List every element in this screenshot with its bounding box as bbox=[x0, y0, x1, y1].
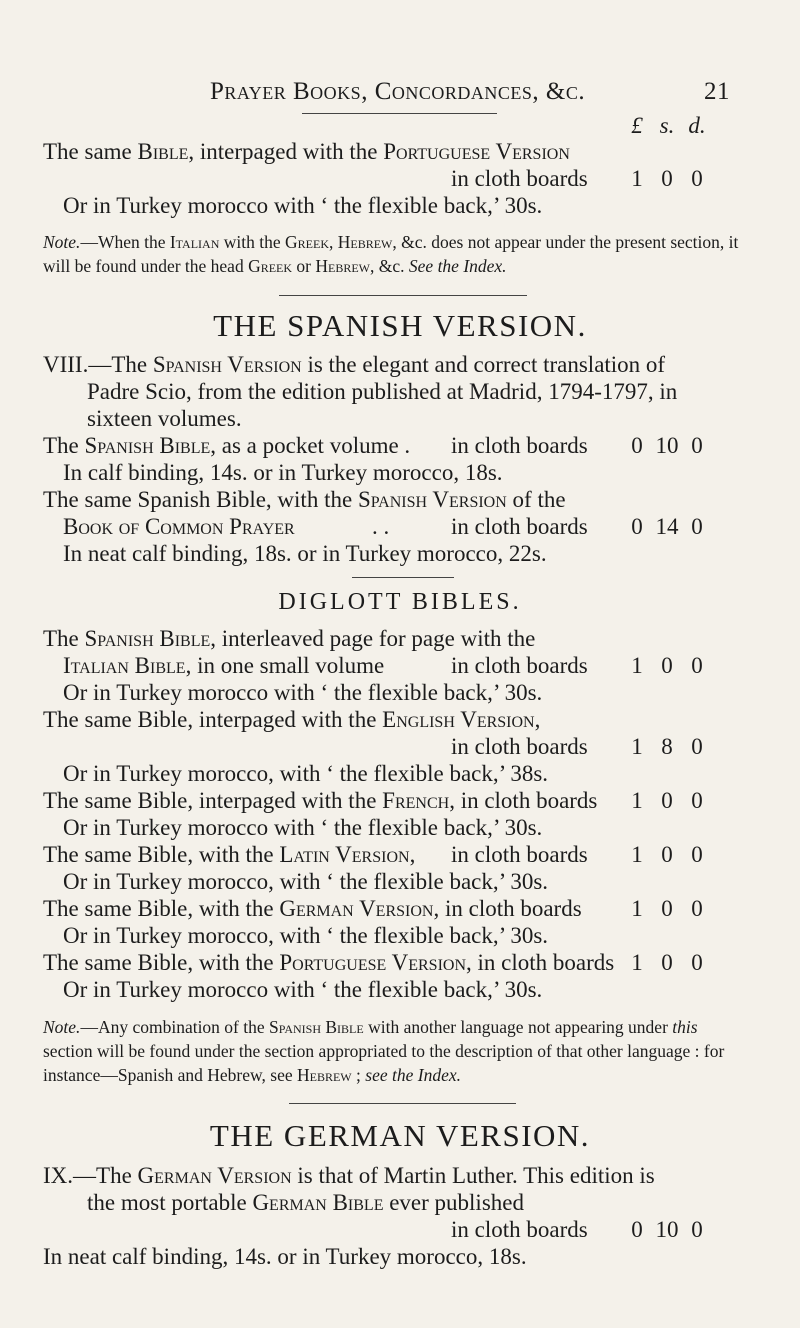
text: VIII.—The bbox=[43, 352, 153, 377]
text: Bible bbox=[137, 139, 189, 164]
text: section will be found under the section appropriated to the description of that other language : for instance—Spanish and Hebrew, see bbox=[43, 1041, 725, 1085]
text: Spanish Bible bbox=[84, 626, 211, 651]
diglott-heading: DIGLOTT BIBLES. bbox=[278, 589, 522, 615]
text: The same Bible, interpaged with the bbox=[43, 707, 383, 732]
text: with another language not appearing under bbox=[363, 1017, 673, 1037]
price-shillings: 8 bbox=[661, 734, 673, 759]
text: , interpaged with the bbox=[188, 139, 384, 164]
price-pounds: 0 bbox=[631, 1217, 643, 1242]
text: In calf binding, 14s. or in Turkey morocco, 18s. bbox=[63, 460, 503, 485]
pence-label: d. bbox=[688, 113, 706, 138]
note-italian bbox=[43, 230, 749, 278]
text: Or in Turkey morocco with ‘ the flexible back,’ 30s. bbox=[63, 193, 543, 218]
text: , in cloth boards bbox=[433, 896, 582, 921]
text: The bbox=[43, 433, 85, 458]
text: sixteen volumes. bbox=[87, 406, 242, 431]
text: Italian bbox=[169, 232, 220, 252]
leader-dots: . . bbox=[372, 514, 390, 539]
text: —When the bbox=[80, 232, 170, 252]
price-shillings: 14 bbox=[655, 514, 679, 539]
text: is that of Martin Luther. This edition is bbox=[291, 1163, 655, 1188]
price-pence: 0 bbox=[691, 788, 703, 813]
price-shillings: 0 bbox=[661, 788, 673, 813]
header-rule bbox=[302, 113, 497, 114]
note-spanish-combination bbox=[43, 1015, 749, 1087]
section-rule bbox=[289, 1103, 516, 1104]
text: Spanish Version bbox=[357, 487, 507, 512]
text: , &c. bbox=[370, 256, 409, 276]
text: , in cloth boards bbox=[449, 788, 598, 813]
running-title: Prayer Books, Concordances, &c. bbox=[210, 78, 586, 105]
text: , as a pocket volume . bbox=[210, 433, 411, 458]
binding-label: in cloth boards bbox=[451, 514, 588, 539]
price-pence: 0 bbox=[691, 166, 703, 191]
section-rule bbox=[352, 577, 454, 578]
price-pounds: 1 bbox=[631, 950, 643, 975]
price-pounds: 1 bbox=[631, 653, 643, 678]
text: Greek bbox=[285, 232, 329, 252]
text: Book of Common Prayer bbox=[63, 514, 295, 539]
text: is the elegant and correct translation of bbox=[301, 352, 666, 377]
text: The same Bible, with the bbox=[43, 896, 280, 921]
text: —Any combination of the bbox=[80, 1017, 270, 1037]
spanish-heading: THE SPANISH VERSION. bbox=[213, 308, 587, 343]
price-shillings: 0 bbox=[661, 896, 673, 921]
text: Italian Bible bbox=[63, 653, 186, 678]
binding-label: in cloth boards bbox=[451, 653, 588, 678]
text: , bbox=[534, 707, 541, 732]
price-shillings: 0 bbox=[661, 950, 673, 975]
binding-label: in cloth boards bbox=[451, 734, 588, 759]
text: Padre Scio, from the edition published at Madrid, 1794-1797, in bbox=[87, 379, 678, 404]
price-pence: 0 bbox=[691, 734, 703, 759]
note-label: Note. bbox=[43, 1017, 81, 1037]
text: The bbox=[43, 626, 85, 651]
text: Or in Turkey morocco, with ‘ the flexible back,’ 30s. bbox=[63, 923, 549, 948]
price-pence: 0 bbox=[691, 950, 703, 975]
section-rule bbox=[279, 295, 527, 296]
text: IX.—The bbox=[43, 1163, 138, 1188]
text: ever published bbox=[383, 1190, 524, 1215]
text: of the bbox=[506, 487, 566, 512]
text: In neat calf binding, 18s. or in Turkey morocco, 22s. bbox=[63, 541, 547, 566]
price-pounds: 0 bbox=[631, 514, 643, 539]
text: Portuguese Version bbox=[279, 950, 467, 975]
price-shillings: 10 bbox=[655, 433, 679, 458]
text: Or in Turkey morocco with ‘ the flexible back,’ 30s. bbox=[63, 815, 543, 840]
text: The same Bible, with the bbox=[43, 842, 280, 867]
text: , &c. does not appear under the present section, it will be found under the head bbox=[43, 232, 739, 276]
price-pounds: 1 bbox=[631, 166, 643, 191]
text: The same Bible, interpaged with the bbox=[43, 788, 383, 813]
price-pounds: 0 bbox=[631, 433, 643, 458]
text: , in cloth boards bbox=[466, 950, 615, 975]
text: Hebrew bbox=[337, 232, 393, 252]
text: Spanish Bible bbox=[269, 1017, 364, 1037]
price-pence: 0 bbox=[691, 433, 703, 458]
price-shillings: 10 bbox=[655, 1217, 679, 1242]
text: English Version bbox=[382, 707, 535, 732]
binding-label: in cloth boards bbox=[451, 842, 588, 867]
price-pence: 0 bbox=[691, 653, 703, 678]
text: German Version bbox=[279, 896, 434, 921]
price-shillings: 0 bbox=[661, 842, 673, 867]
text: Spanish Bible bbox=[84, 433, 211, 458]
binding-label: in cloth boards bbox=[451, 1217, 588, 1242]
price-shillings: 0 bbox=[661, 653, 673, 678]
text: Portuguese Version bbox=[383, 139, 570, 164]
text: Greek bbox=[248, 256, 293, 276]
text: See the Index. bbox=[408, 256, 507, 276]
text: Or in Turkey morocco, with ‘ the flexible back,’ 38s. bbox=[63, 761, 549, 786]
text: , interleaved page for page with the bbox=[210, 626, 536, 651]
shillings-label: s. bbox=[659, 113, 675, 138]
price-pence: 0 bbox=[691, 514, 703, 539]
text: this bbox=[672, 1017, 698, 1037]
text: or bbox=[292, 256, 316, 276]
text: French bbox=[382, 788, 450, 813]
pounds-label: £ bbox=[631, 113, 643, 138]
price-pounds: 1 bbox=[631, 788, 643, 813]
price-pence: 0 bbox=[691, 896, 703, 921]
text: The same Spanish Bible, with the bbox=[43, 487, 358, 512]
binding-label: in cloth boards bbox=[451, 433, 588, 458]
text: , bbox=[328, 232, 338, 252]
text: , in one small volume bbox=[185, 653, 385, 678]
text: Latin Version bbox=[279, 842, 410, 867]
text: the most portable bbox=[87, 1190, 253, 1215]
page-number: 21 bbox=[704, 78, 730, 105]
text: with the bbox=[219, 232, 286, 252]
text: Hebrew bbox=[315, 256, 371, 276]
text: Or in Turkey morocco with ‘ the flexible back,’ 30s. bbox=[63, 977, 543, 1002]
text: Hebrew bbox=[297, 1065, 352, 1085]
text: ; bbox=[351, 1065, 366, 1085]
text: Spanish Version bbox=[152, 352, 302, 377]
text: The same Bible, with the bbox=[43, 950, 280, 975]
note-label: Note. bbox=[43, 232, 81, 252]
text: see the Index. bbox=[365, 1065, 461, 1085]
text: In neat calf binding, 14s. or in Turkey morocco, 18s. bbox=[43, 1244, 527, 1269]
price-pounds: 1 bbox=[631, 734, 643, 759]
text: Or in Turkey morocco, with ‘ the flexible back,’ 30s. bbox=[63, 869, 549, 894]
price-pounds: 1 bbox=[631, 896, 643, 921]
price-pence: 0 bbox=[691, 842, 703, 867]
text: , bbox=[409, 842, 416, 867]
text: The same bbox=[43, 139, 138, 164]
german-heading: THE GERMAN VERSION. bbox=[209, 1118, 591, 1153]
text: Or in Turkey morocco with ‘ the flexible back,’ 30s. bbox=[63, 680, 543, 705]
text: German Version bbox=[137, 1163, 292, 1188]
price-shillings: 0 bbox=[661, 166, 673, 191]
text: German Bible bbox=[252, 1190, 384, 1215]
binding-label: in cloth boards bbox=[451, 166, 588, 191]
price-pence: 0 bbox=[691, 1217, 703, 1242]
price-pounds: 1 bbox=[631, 842, 643, 867]
